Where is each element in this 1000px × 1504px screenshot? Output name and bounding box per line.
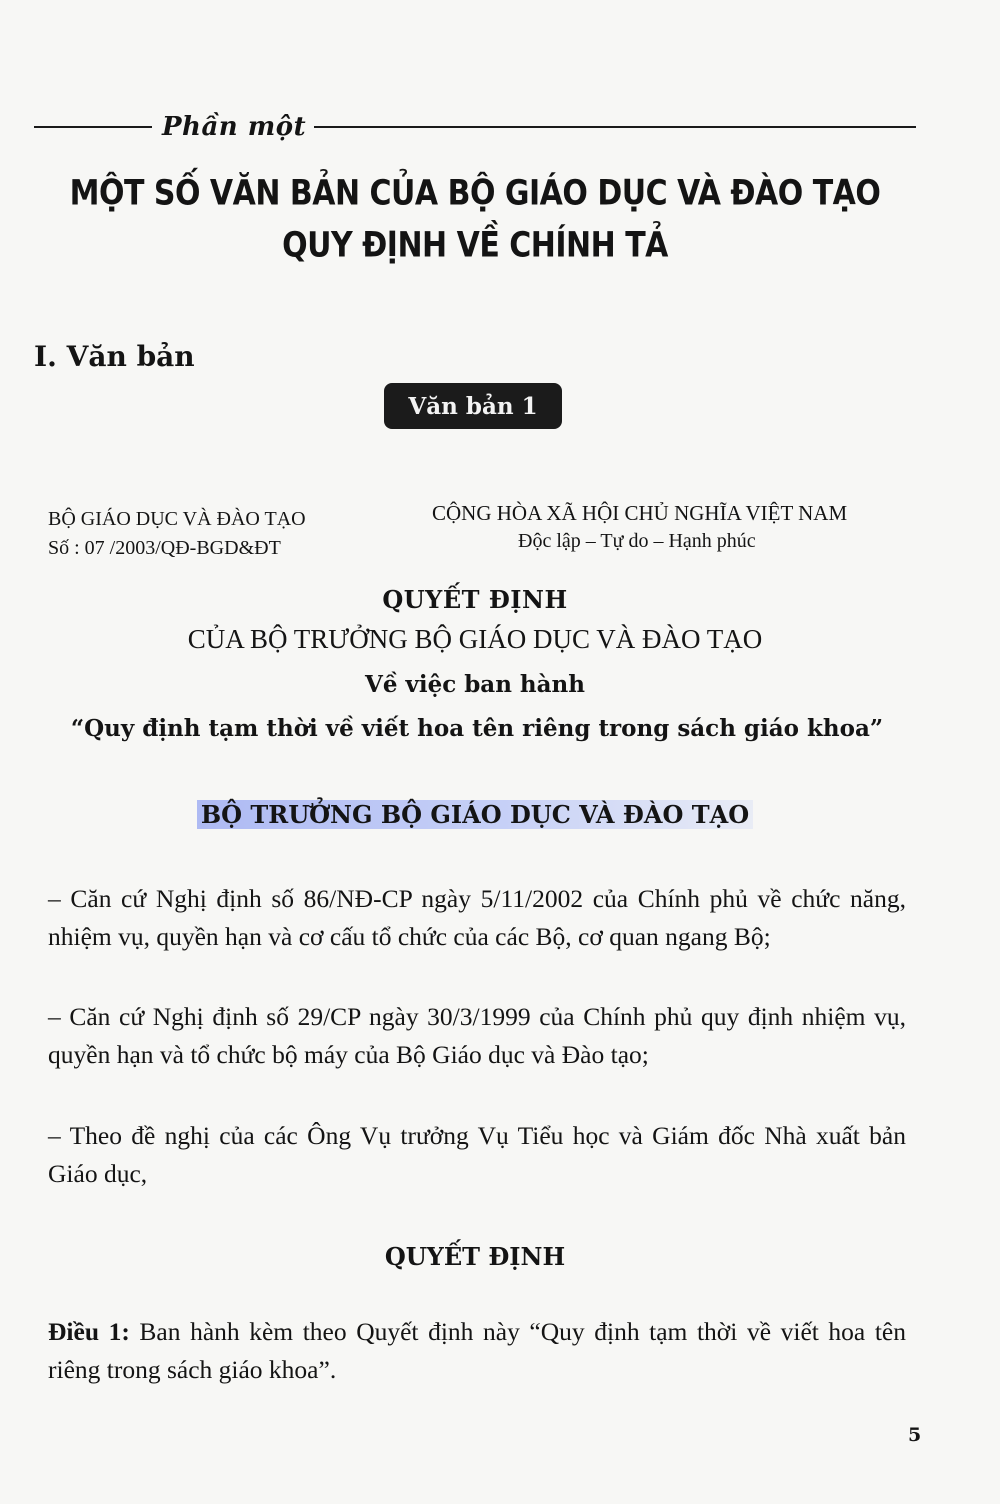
article-1-label: Điều 1: bbox=[48, 1317, 130, 1346]
part-label: Phần một bbox=[162, 112, 307, 142]
article-1-text: Ban hành kèm theo Quyết định này “Quy định tạm thời về viết hoa tên riêng trong sách giáo khoa”. bbox=[48, 1317, 906, 1384]
republic-name: CỘNG HÒA XÃ HỘI CHỦ NGHĨA VIỆT NAM bbox=[432, 501, 848, 525]
decision-subject: “Quy định tạm thời về viết hoa tên riêng trong sách giáo khoa” bbox=[70, 715, 884, 742]
republic-motto: Độc lập – Tự do – Hạnh phúc bbox=[518, 530, 756, 552]
main-title-line-2: QUY ĐỊNH VỀ CHÍNH TẢ bbox=[282, 225, 668, 266]
section-heading: I. Văn bản bbox=[34, 340, 195, 373]
minister-heading bbox=[0, 800, 950, 829]
decision-of-minister: CỦA BỘ TRƯỞNG BỘ GIÁO DỤC VÀ ĐÀO TẠO bbox=[187, 624, 763, 654]
ground-paragraph-3: – Theo đề nghị của các Ông Vụ trưởng Vụ Tiểu học và Giám đốc Nhà xuất bản Giáo dục, bbox=[48, 1121, 906, 1188]
part-header-rule-left bbox=[34, 126, 152, 128]
ground-paragraph-2: – Căn cứ Nghị định số 29/CP ngày 30/3/1999 của Chính phủ quy định nhiệm vụ, quyền hạn và tổ chức bộ máy của Bộ Giáo dục và Đào tạo; bbox=[48, 1002, 906, 1069]
document-badge: Văn bản 1 bbox=[384, 383, 562, 429]
page-number: 5 bbox=[908, 1424, 922, 1446]
document-number: Số : 07 /2003/QĐ-BGD&ĐT bbox=[48, 537, 281, 559]
decision-regarding: Về việc ban hành bbox=[364, 671, 586, 698]
decision-heading: QUYẾT ĐỊNH bbox=[384, 1242, 566, 1271]
main-title-line-1: MỘT SỐ VĂN BẢN CỦA BỘ GIÁO DỤC VÀ ĐÀO TẠO bbox=[69, 173, 881, 214]
decision-title: QUYẾT ĐỊNH bbox=[382, 585, 568, 614]
minister-heading-text: BỘ TRƯỞNG BỘ GIÁO DỤC VÀ ĐÀO TẠO bbox=[197, 800, 753, 829]
part-header-rule-right bbox=[314, 126, 916, 128]
issuer-ministry: BỘ GIÁO DỤC VÀ ĐÀO TẠO bbox=[48, 508, 306, 530]
article-1 bbox=[48, 1313, 906, 1389]
part-header bbox=[34, 112, 916, 142]
ground-paragraph-1: – Căn cứ Nghị định số 86/NĐ-CP ngày 5/11/2002 của Chính phủ về chức năng, nhiệm vụ, quyền hạn và cơ cấu tổ chức của các Bộ, cơ quan ngang Bộ; bbox=[48, 884, 906, 951]
